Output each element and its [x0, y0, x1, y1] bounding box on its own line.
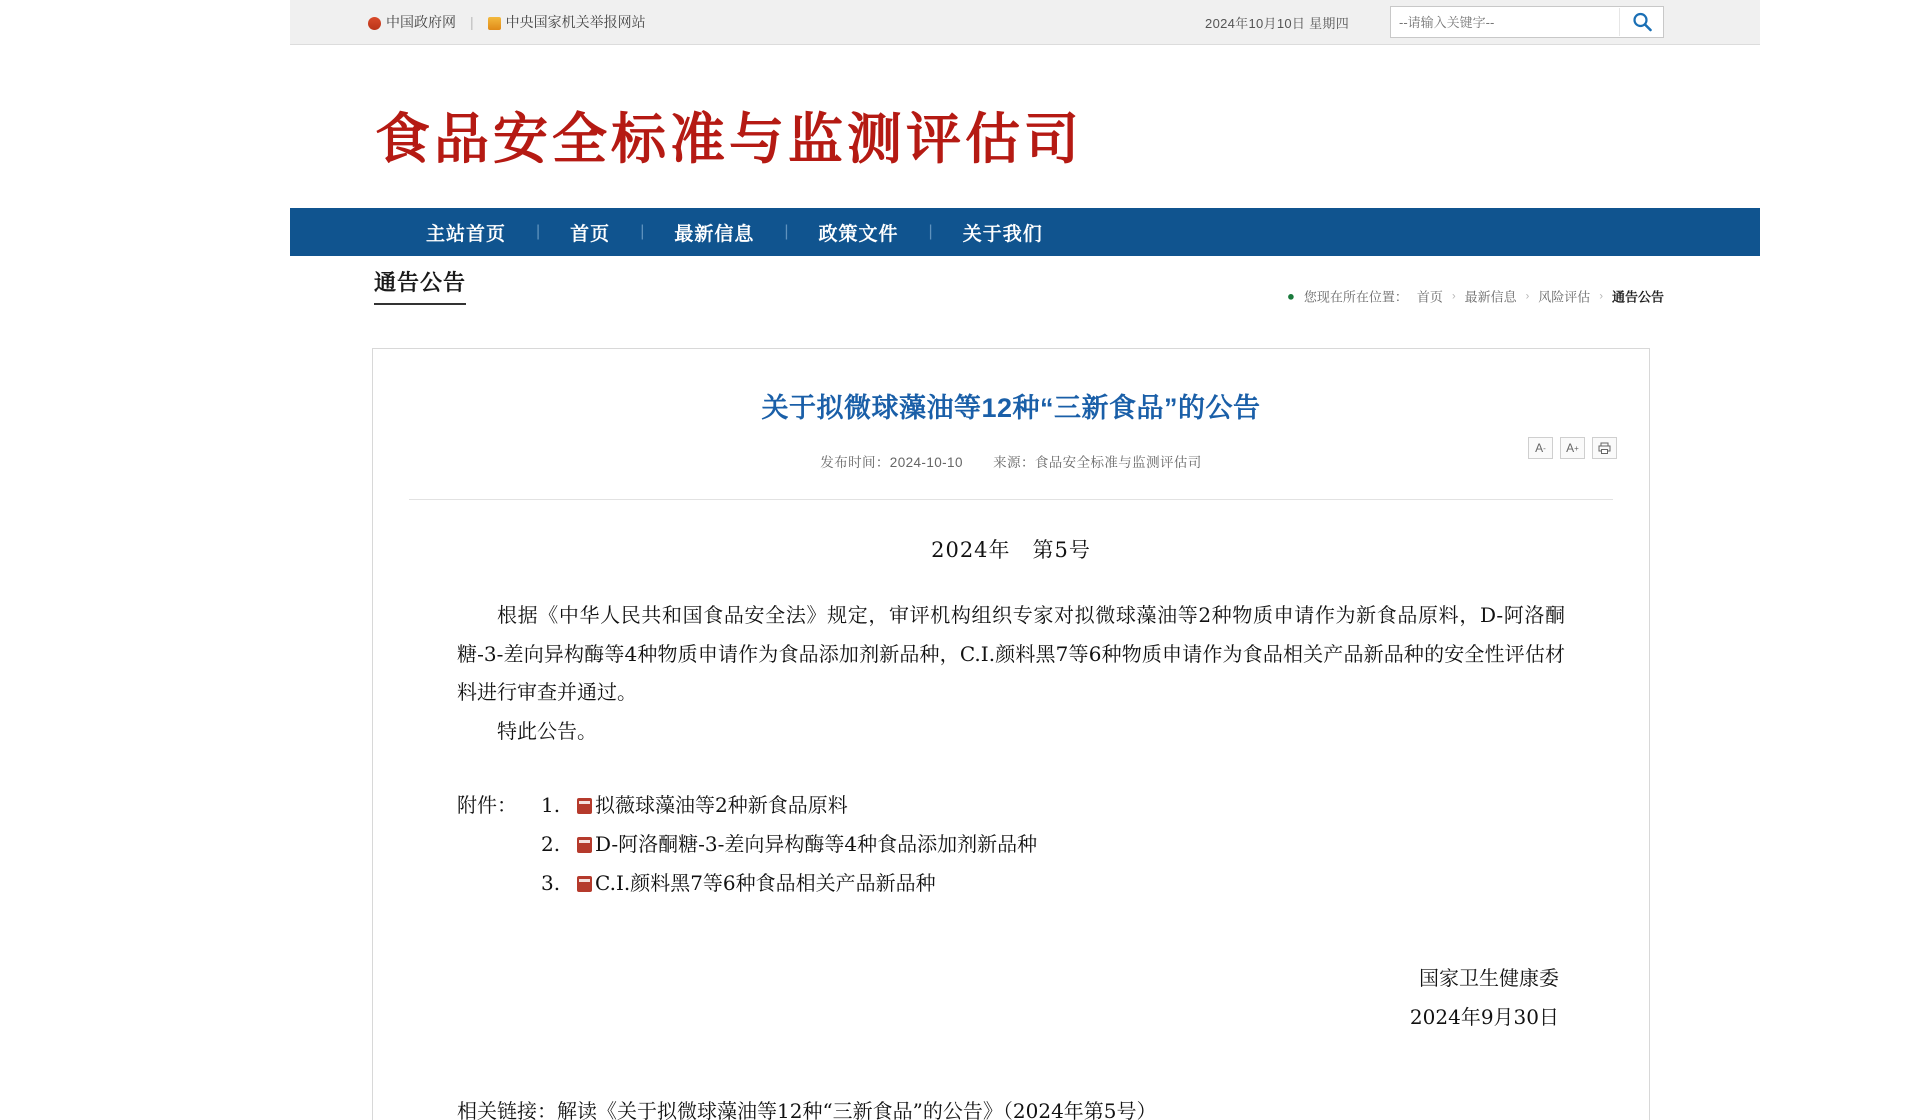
- font-decrease-button[interactable]: A -: [1528, 437, 1553, 459]
- location-pin-icon: ●: [1287, 288, 1295, 304]
- related-link[interactable]: 解读《关于拟微球藻油等12种“三新食品”的公告》（2024年第5号）: [557, 1099, 1157, 1120]
- gov-emblem-icon: [368, 17, 381, 30]
- document-number: 2024年 第5号: [931, 538, 1091, 563]
- article-title: 关于拟微球藻油等12种“三新食品”的公告: [761, 393, 1261, 423]
- article-paragraph-2: 特此公告。: [497, 718, 597, 743]
- article-card: [372, 348, 1650, 1120]
- article-meta: [373, 451, 1649, 471]
- attachment-number: 2.: [541, 832, 561, 856]
- breadcrumb: [1287, 287, 1664, 306]
- article-divider: [409, 499, 1613, 500]
- link-report-site-label: 中央国家机关举报网站: [505, 14, 646, 30]
- related-label: 相关链接：: [457, 1099, 557, 1120]
- nav-item-home[interactable]: 首页: [570, 223, 611, 245]
- nav-separator: |: [784, 223, 789, 240]
- publish-time-value: 2024-10-10: [889, 455, 963, 471]
- pdf-file-icon: [577, 876, 592, 892]
- site-title: 食品安全标准与监测评估司: [375, 107, 1084, 171]
- nav-item-about-us[interactable]: 关于我们: [962, 223, 1043, 245]
- breadcrumb-row: [290, 256, 1760, 310]
- attachment-link-1[interactable]: 拟薇球藻油等2种新食品原料: [595, 793, 848, 817]
- link-china-gov[interactable]: [368, 12, 456, 32]
- search-icon: [1631, 11, 1653, 33]
- signoff-organization: 国家卫生健康委: [1419, 966, 1559, 990]
- attachment-link-3[interactable]: C.I.颜料黑7等6种食品相关产品新品种: [595, 871, 936, 895]
- attachments-label: 附件：: [457, 793, 517, 817]
- source-value: 食品安全标准与监测评估司: [1034, 455, 1202, 471]
- article-signoff: [457, 959, 1565, 1037]
- attachment-row: [457, 825, 1565, 864]
- search-box: [1390, 6, 1664, 38]
- breadcrumb-prefix: 您现在所在位置：: [1303, 289, 1408, 305]
- top-utility-bar: [290, 0, 1760, 45]
- related-link-row: [457, 1095, 1565, 1120]
- signoff-date: 2024年9月30日: [1409, 1005, 1559, 1029]
- report-site-icon: [488, 17, 501, 30]
- breadcrumb-item-risk-assessment[interactable]: 风险评估: [1538, 289, 1591, 305]
- page-title: 通告公告: [374, 266, 466, 305]
- page-left-gutter: [0, 0, 290, 1120]
- breadcrumb-arrow: ›: [1599, 290, 1603, 302]
- main-navigation: [290, 208, 1760, 256]
- top-links-separator: |: [470, 14, 474, 30]
- attachment-row: [457, 786, 1565, 825]
- font-increase-button[interactable]: A +: [1560, 437, 1585, 459]
- nav-separator: |: [928, 223, 933, 240]
- pdf-file-icon: [577, 798, 592, 814]
- article-body: [457, 596, 1565, 750]
- search-input[interactable]: [1391, 8, 1619, 36]
- search-button[interactable]: [1619, 8, 1663, 36]
- nav-separator: |: [640, 223, 645, 240]
- article-tools: [1528, 437, 1617, 459]
- attachment-list: [457, 786, 1565, 903]
- attachment-link-2[interactable]: D-阿洛酮糖-3-差向异构酶等4种食品添加剂新品种: [595, 832, 1038, 856]
- attachment-row: [457, 864, 1565, 903]
- attachment-number: 3.: [541, 871, 561, 895]
- print-button[interactable]: [1592, 437, 1617, 459]
- link-report-site[interactable]: [488, 12, 646, 32]
- pdf-file-icon: [577, 837, 592, 853]
- link-china-gov-label: 中国政府网: [386, 14, 456, 30]
- top-links: [368, 12, 646, 32]
- breadcrumb-arrow: ›: [1525, 290, 1530, 302]
- source-label: 来源：: [993, 455, 1035, 471]
- breadcrumb-arrow: ›: [1451, 290, 1456, 302]
- nav-item-policy-documents[interactable]: 政策文件: [818, 223, 899, 245]
- breadcrumb-item-latest-info[interactable]: 最新信息: [1464, 289, 1517, 305]
- publish-time-label: 发布时间：: [820, 455, 890, 471]
- printer-icon: [1598, 442, 1611, 454]
- masthead: [290, 45, 1760, 198]
- attachment-number: 1.: [541, 793, 561, 817]
- breadcrumb-current: 通告公告: [1611, 289, 1664, 305]
- breadcrumb-item-home[interactable]: 首页: [1416, 289, 1443, 305]
- current-date: 2024年10月10日 星期四: [1205, 16, 1349, 31]
- nav-separator: |: [536, 223, 541, 240]
- nav-item-latest-info[interactable]: 最新信息: [674, 223, 755, 245]
- nav-item-main-home[interactable]: 主站首页: [426, 223, 507, 245]
- article-paragraph-1: 根据《中华人民共和国食品安全法》规定，审评机构组织专家对拟微球藻油等2种物质申请作为新食品原料，D-阿洛酮糖-3-差向异构酶等4种物质申请作为食品添加剂新品种，C.I.颜料黑7等6种物质申请作为食品相关产品新品种的安全性评估材料进行审查并通过。: [457, 603, 1565, 705]
